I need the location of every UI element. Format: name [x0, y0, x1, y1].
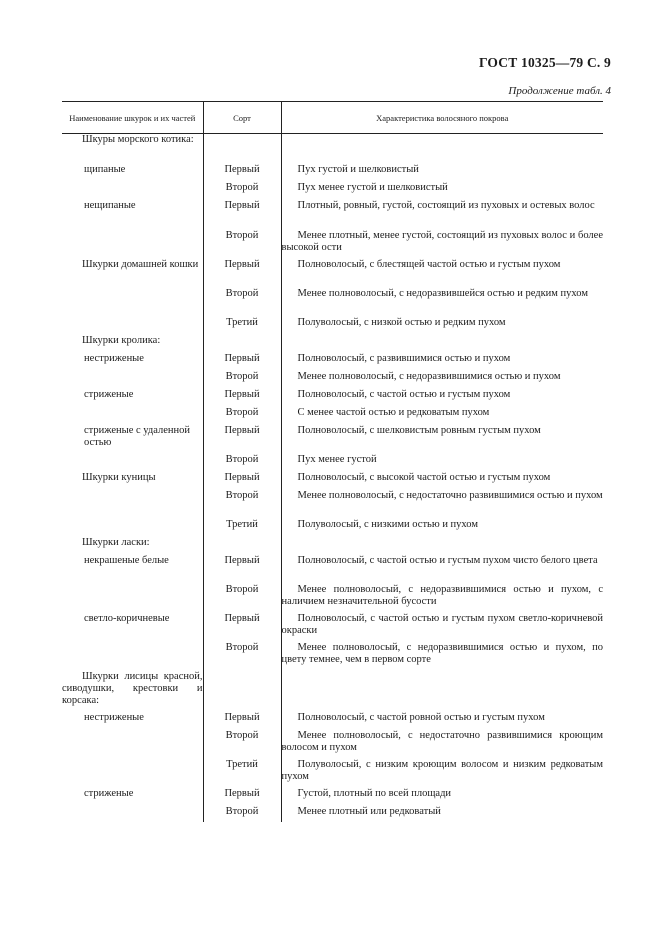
table-row: [62, 335, 603, 353]
grade-cell: Третий: [203, 519, 281, 537]
description-cell: Полноволосый, с частой остью и густым пухом светло-коричневой окраски: [281, 613, 603, 642]
fur-name-cell: [62, 317, 203, 335]
grade-cell: Второй: [203, 454, 281, 472]
description-cell: Полуволосый, с низкими остью и пухом: [281, 519, 603, 537]
grade-cell: [203, 537, 281, 555]
description-cell: Пух менее густой и шелковистый: [281, 182, 603, 200]
grade-cell: Второй: [203, 806, 281, 822]
fur-characteristics-table: [62, 101, 603, 822]
fur-name-cell: [62, 182, 203, 200]
description-cell: Полноволосый, с развившимися остью и пухом: [281, 353, 603, 371]
fur-name-cell: светло-коричневые: [84, 612, 170, 624]
fur-name-cell: [62, 490, 203, 519]
grade-cell: Первый: [203, 425, 281, 454]
grade-cell: Второй: [203, 642, 281, 671]
description-cell: Менее полноволосый, с недоразвившимися остью и пухом, по цвету темнее, чем в первом сорте: [281, 642, 603, 671]
table-row: [62, 730, 603, 759]
description-cell: Полуволосый, с низкой остью и редким пухом: [281, 317, 603, 335]
description-cell: Плотный, ровный, густой, состоящий из пуховых и остевых волос: [281, 200, 603, 230]
description-cell: Полуволосый, с низким кроющим волосом и низким редковатым пухом: [281, 759, 603, 788]
description-cell: Полноволосый, с высокой частой остью и густым пухом: [281, 472, 603, 490]
grade-cell: Первый: [203, 353, 281, 371]
fur-name-cell: Шкурки ласки:: [82, 536, 150, 548]
table-row: [62, 519, 603, 537]
table-row: [62, 642, 603, 671]
grade-cell: Третий: [203, 759, 281, 788]
column-header-description: Характеристика волосяного покрова: [281, 102, 603, 134]
fur-name-cell: стриженые с удаленной остью: [84, 424, 190, 448]
description-cell: Полноволосый, с блестящей частой остью и густым пухом: [281, 259, 603, 288]
grade-cell: Второй: [203, 182, 281, 200]
grade-cell: Первый: [203, 200, 281, 230]
table-continuation-note: Продолжение табл. 4: [508, 85, 611, 97]
description-cell: Менее полноволосый, с недостаточно развившимися остью и пухом: [281, 490, 603, 519]
description-cell: Полноволосый, с шелковистым ровным густым пухом: [281, 425, 603, 454]
table-row: [62, 134, 603, 164]
grade-cell: Второй: [203, 584, 281, 613]
fur-name-cell: Шкурки кролика:: [82, 334, 161, 346]
column-header-name: Наименование шкурок и их частей: [62, 102, 203, 134]
fur-name-cell: [62, 230, 203, 259]
table-row: [62, 490, 603, 519]
fur-name-cell: [62, 454, 203, 472]
table-row: [62, 259, 603, 288]
grade-cell: Второй: [203, 230, 281, 259]
table-row: [62, 164, 603, 182]
fur-name-cell: [62, 407, 203, 425]
table-row: [62, 389, 603, 407]
table-row: [62, 671, 603, 712]
description-cell: Густой, плотный по всей площади: [281, 788, 603, 806]
grade-cell: [203, 335, 281, 353]
table-row: [62, 613, 603, 642]
fur-name-cell: Шкурки домашней кошки: [82, 258, 199, 270]
description-cell: [281, 134, 603, 164]
table-row: [62, 425, 603, 454]
page-header: ГОСТ 10325—79 С. 9: [478, 55, 611, 70]
description-cell: [281, 537, 603, 555]
fur-name-cell: [62, 519, 203, 537]
description-cell: Полноволосый, с частой остью и густым пухом: [281, 389, 603, 407]
table-row: [62, 182, 603, 200]
fur-name-cell: [62, 642, 203, 671]
description-cell: Менее полноволосый, с недоразвившимися остью и пухом, с наличием незначительной бусости: [281, 584, 603, 613]
description-cell: Пух менее густой: [281, 454, 603, 472]
grade-cell: Первый: [203, 472, 281, 490]
fur-name-cell: щипаные: [84, 163, 126, 175]
table-row: [62, 407, 603, 425]
table-row: [62, 537, 603, 555]
table-row: [62, 584, 603, 613]
description-cell: [281, 671, 603, 712]
table-row: [62, 712, 603, 730]
description-cell: Менее плотный или редковатый: [281, 806, 603, 822]
description-cell: Полноволосый, с частой ровной остью и густым пухом: [281, 712, 603, 730]
grade-cell: Второй: [203, 371, 281, 389]
grade-cell: Второй: [203, 490, 281, 519]
table-row: [62, 317, 603, 335]
grade-cell: Первый: [203, 712, 281, 730]
fur-name-cell: [62, 288, 203, 317]
fur-name-cell: стриженые: [84, 388, 134, 400]
description-cell: С менее частой остью и редковатым пухом: [281, 407, 603, 425]
grade-cell: Первый: [203, 613, 281, 642]
fur-name-cell: Шкурки куницы: [82, 471, 156, 483]
fur-name-cell: Шкурки лисицы красной, сиводушки, крестовки и корсака:: [62, 670, 203, 706]
grade-cell: [203, 671, 281, 712]
table-row: [62, 371, 603, 389]
fur-name-cell: нестриженые: [84, 711, 144, 723]
description-cell: Менее полноволосый, с недоразвившейся остью и редким пухом: [281, 288, 603, 317]
description-cell: Менее полноволосый, с недоразвившимися остью и пухом: [281, 371, 603, 389]
fur-name-cell: нестриженые: [84, 352, 144, 364]
fur-name-cell: [62, 806, 203, 822]
table-row: [62, 472, 603, 490]
table-header-row: [62, 102, 603, 134]
table-row: [62, 806, 603, 822]
fur-name-cell: [62, 730, 203, 759]
grade-cell: Второй: [203, 730, 281, 759]
fur-name-cell: [62, 759, 203, 788]
fur-name-cell: [62, 584, 203, 613]
description-cell: [281, 335, 603, 353]
fur-name-cell: нещипаные: [84, 199, 136, 211]
table-row: [62, 200, 603, 230]
table-row: [62, 555, 603, 584]
table-body: [62, 134, 603, 822]
grade-cell: Первый: [203, 259, 281, 288]
description-cell: Пух густой и шелковистый: [281, 164, 603, 182]
grade-cell: Первый: [203, 788, 281, 806]
fur-name-cell: стриженые: [84, 787, 134, 799]
grade-cell: Второй: [203, 407, 281, 425]
table-row: [62, 788, 603, 806]
table-row: [62, 353, 603, 371]
grade-cell: Второй: [203, 288, 281, 317]
description-cell: Менее полноволосый, с недостаточно развившимися кроющим волосом и пухом: [281, 730, 603, 759]
table-row: [62, 230, 603, 259]
grade-cell: [203, 134, 281, 164]
table-row: [62, 454, 603, 472]
description-cell: Менее плотный, менее густой, состоящий из пуховых волос и более высокой ости: [281, 230, 603, 259]
grade-cell: Первый: [203, 389, 281, 407]
grade-cell: Первый: [203, 164, 281, 182]
table-row: [62, 759, 603, 788]
grade-cell: Третий: [203, 317, 281, 335]
grade-cell: Первый: [203, 555, 281, 584]
fur-name-cell: [62, 371, 203, 389]
fur-name-cell: Шкуры морского котика:: [82, 134, 194, 145]
description-cell: Полноволосый, с частой остью и густым пухом чисто белого цвета: [281, 555, 603, 584]
fur-name-cell: некрашеные белые: [84, 554, 169, 566]
table-row: [62, 288, 603, 317]
column-header-grade: Сорт: [203, 102, 281, 134]
